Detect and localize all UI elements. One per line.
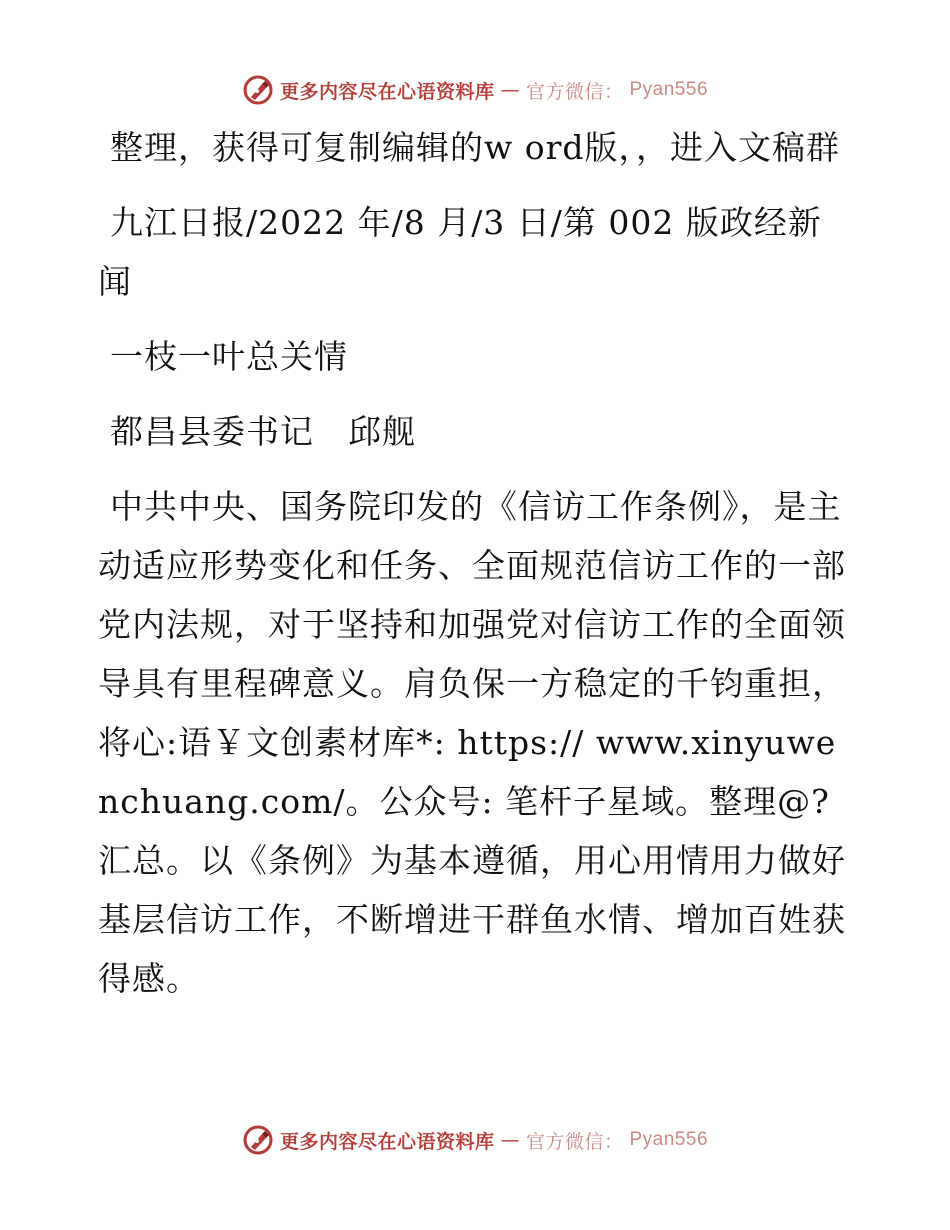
- header-banner-text: 更多内容尽在心语资料库: [279, 80, 495, 103]
- pen-logo-icon: [242, 74, 274, 106]
- body-paragraph: 中共中央、国务院印发的《信访工作条例》，是主动适应形势变化和任务、全面规范信访工作的一部党内法规，对于坚持和加强党对信访工作的全面领导具有里程碑意义。肩负保一方稳定的千钧重担，将心:语￥文创素材库*: https:// www.xinyuwenchuang.com/。公众号: 笔杆子星域。整理@?汇总。以《条例》为基本遵循，用心用情用力做好基层信访工作，不断增进干群鱼水情、增加百姓获得感。: [98, 487, 846, 998]
- author-line: 都昌县委书记 邱舰: [110, 412, 416, 451]
- footer-banner-text: 更多内容尽在心语资料库: [279, 1130, 495, 1153]
- footer-banner-dash: —: [500, 1129, 520, 1151]
- header-wechat-label: 官方微信：: [525, 80, 624, 103]
- document-body: [98, 118, 850, 1008]
- footer-wechat-id: Pyan556: [629, 1129, 709, 1150]
- header-banner-dash: —: [500, 79, 520, 101]
- pen-logo-icon: [242, 1124, 274, 1156]
- source-line: 九江日报/2022 年/8 月/3 日/第 002 版政经新闻: [98, 203, 822, 301]
- header-wechat-id: Pyan556: [629, 79, 709, 100]
- header-banner: [0, 70, 950, 110]
- footer-wechat-label: 官方微信：: [525, 1130, 624, 1153]
- article-title: 一枝一叶总关情: [110, 337, 348, 376]
- footer-banner: [0, 1120, 950, 1160]
- intro-line: 整理，获得可复制编辑的w ord版，，进入文稿群: [110, 128, 841, 167]
